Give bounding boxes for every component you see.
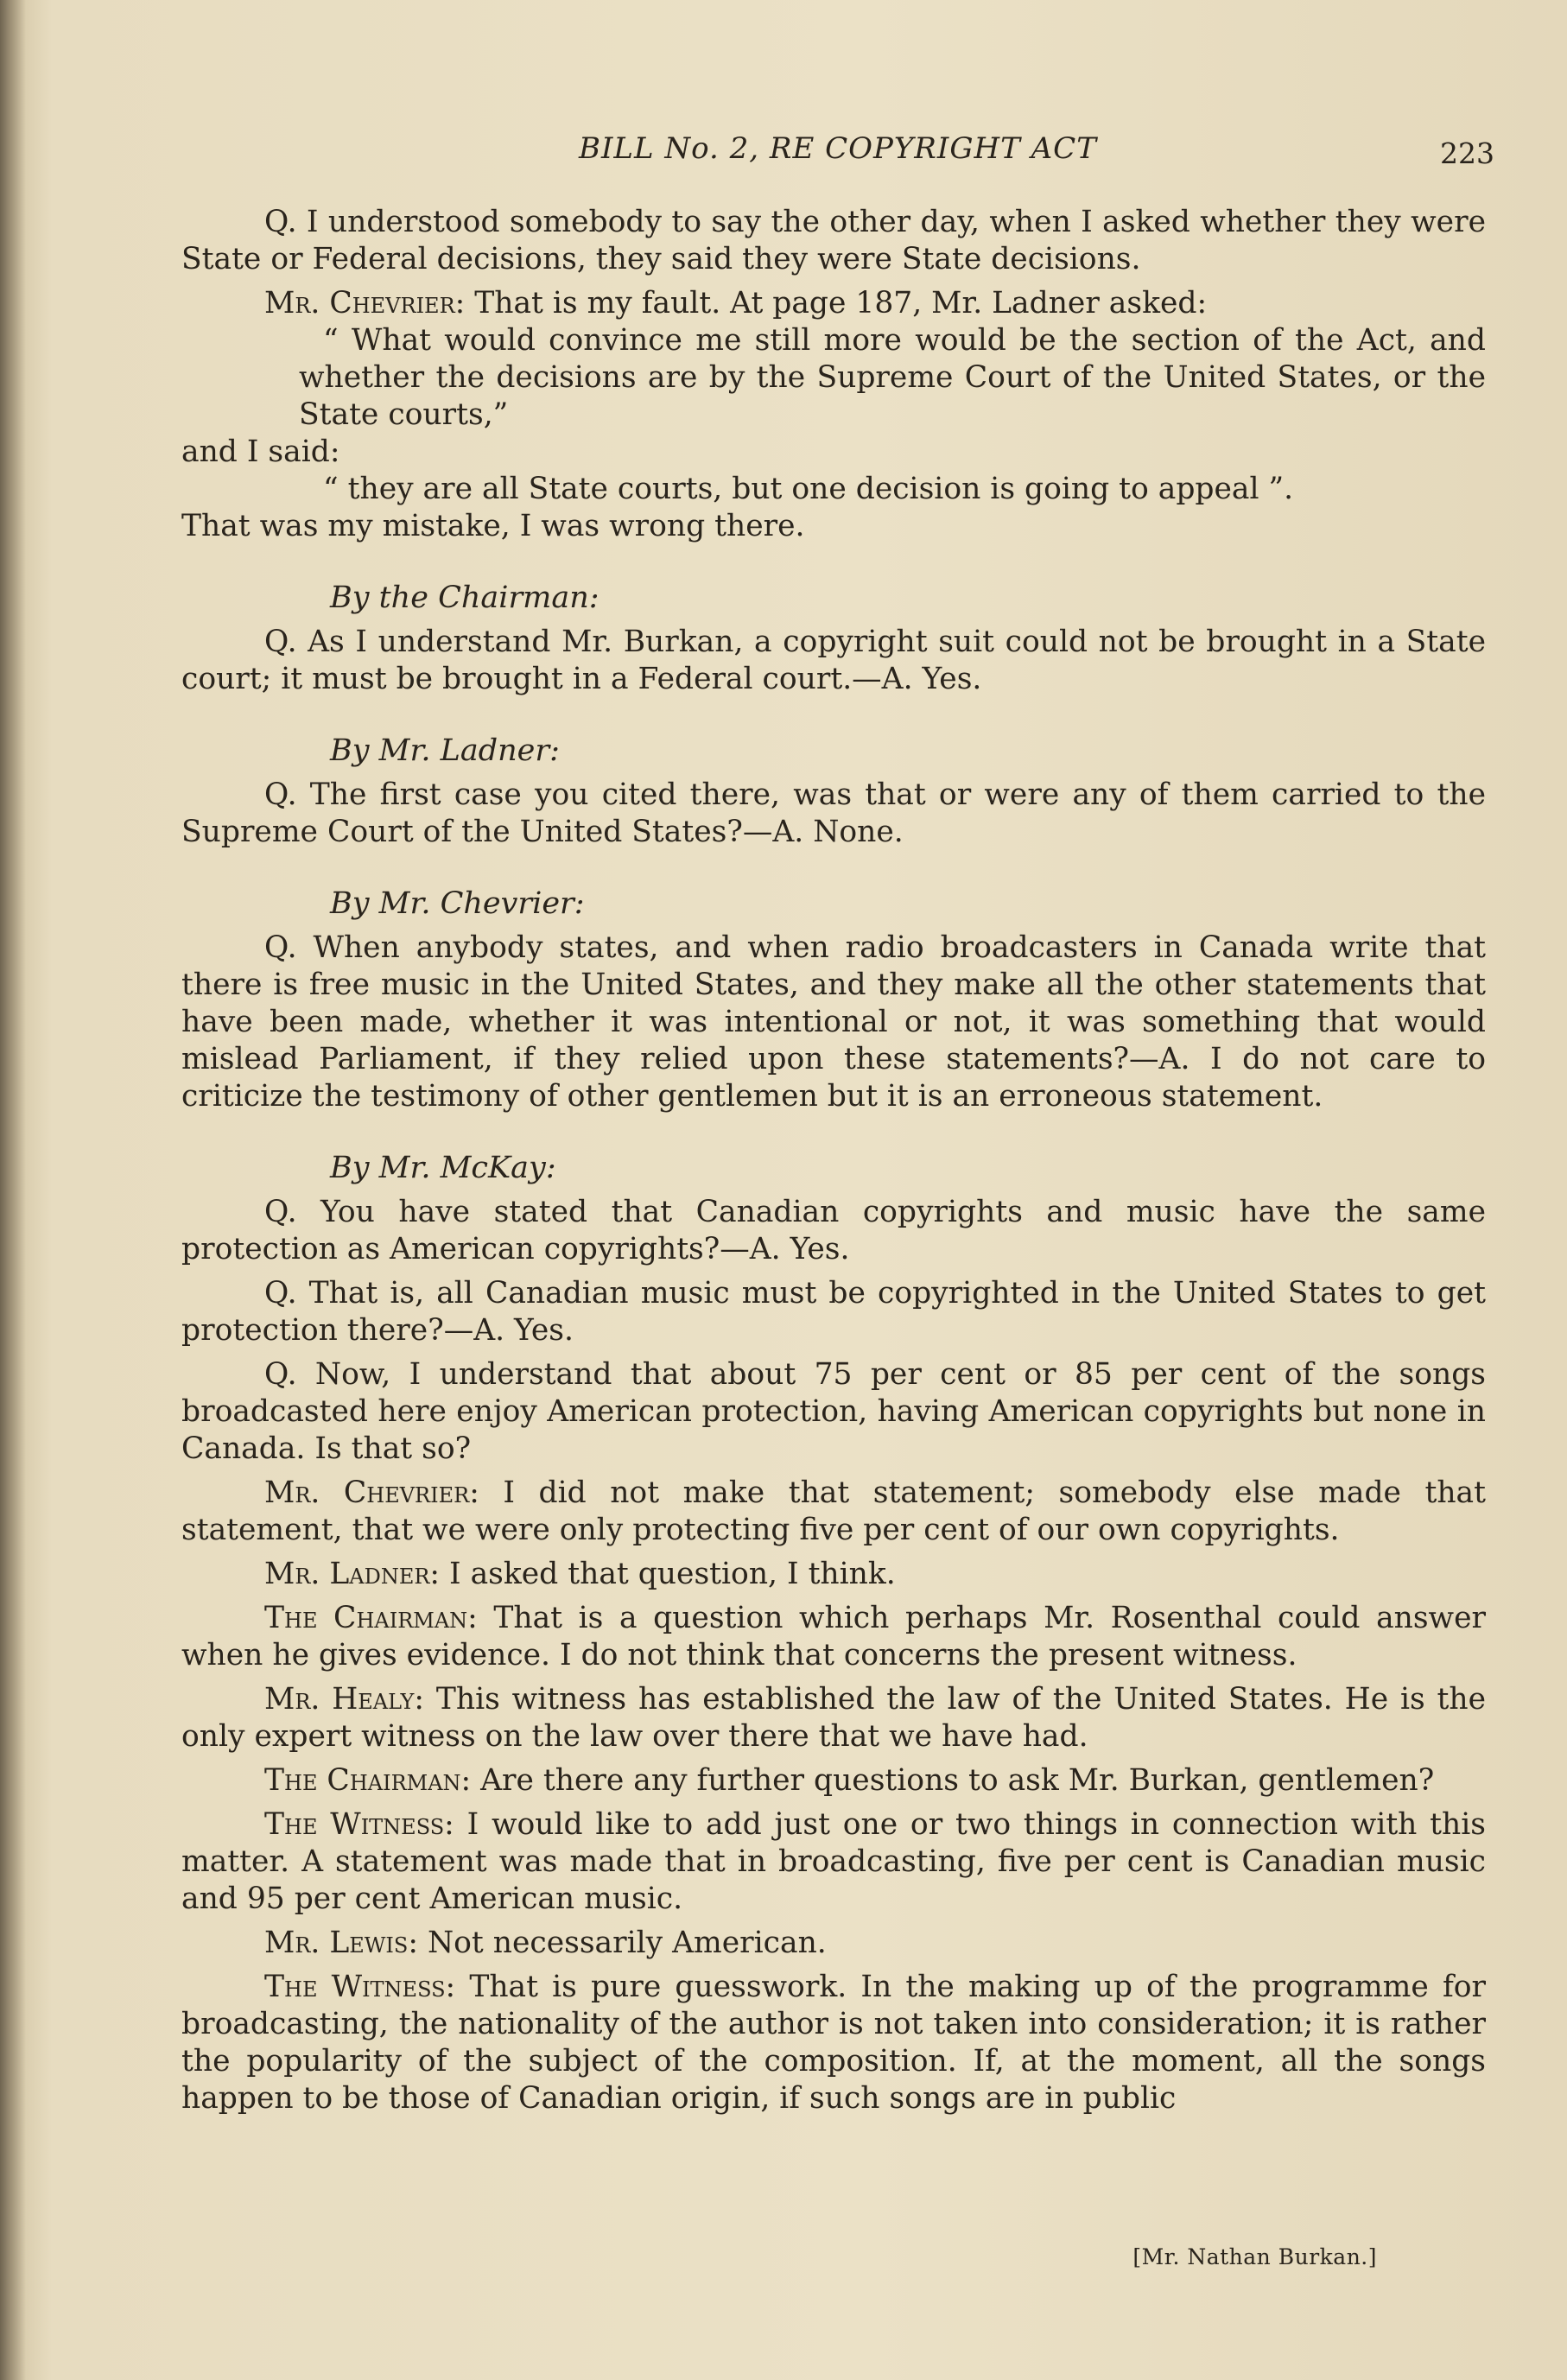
paragraph <box>181 1762 1486 1799</box>
paragraph <box>181 1194 1486 1268</box>
paragraph <box>181 1681 1486 1755</box>
paragraph <box>181 285 1486 322</box>
running-head: BILL No. 2, RE COPYRIGHT ACT <box>579 131 1097 166</box>
paragraph-text: : I asked that question, I think. <box>429 1557 896 1591</box>
paragraph <box>181 434 1486 471</box>
body-text <box>181 197 1486 2117</box>
paragraph-text: : Are there any further questions to ask Mr. Burkan, gentlemen? <box>460 1763 1435 1798</box>
paragraph-text: Q. Now, I understand that about 75 per cent or 85 per cent of the songs broadcasted here enjoy American protection, having American copyrights but none in Canada. Is that so? <box>181 1357 1486 1466</box>
paragraph-text: “ they are all State courts, but one decision is going to appeal ”. <box>323 472 1294 506</box>
speaker-name: Mr. Ladner <box>264 1557 430 1591</box>
paragraph-text: That was my mistake, I was wrong there. <box>181 509 805 543</box>
paragraph <box>181 624 1486 698</box>
page-number: 223 <box>1440 136 1494 170</box>
quoted-passage <box>299 322 1486 434</box>
paragraph <box>181 1275 1486 1349</box>
paragraph-text: : Not necessarily American. <box>408 1926 827 1960</box>
speaker-name: The Chairman <box>264 1763 461 1798</box>
paragraph <box>181 930 1486 1115</box>
paragraph-text: Q. That is, all Canadian music must be copyrighted in the United States to get protection there?—A. Yes. <box>181 1276 1486 1348</box>
paragraph <box>181 1600 1486 1674</box>
speaker-name: The Witness <box>264 1807 445 1842</box>
section-subhead: By Mr. Ladner: <box>330 733 560 768</box>
paragraph <box>181 1475 1486 1549</box>
speaker-name: Mr. Chevrier <box>264 1476 470 1510</box>
paragraph <box>181 1925 1486 1962</box>
section-subhead: By the Chairman: <box>330 581 600 615</box>
paragraph-text: : I would like to add just one or two things in connection with this matter. A statement was made that in broadcasting, five per cent is Canadian music and 95 per cent American music. <box>181 1807 1487 1916</box>
page-binding-shadow <box>0 0 26 2380</box>
paragraph-text: Q. As I understand Mr. Burkan, a copyright suit could not be brought in a State court; it must be brought in a Federal court.—A. Yes. <box>181 625 1486 696</box>
paragraph <box>181 1806 1486 1918</box>
page-header <box>181 130 1494 181</box>
paragraph-text: “ What would convince me still more would be the section of the Act, and whether the decisions are by the Supreme Court of the United States, or the State courts,” <box>299 323 1486 432</box>
paragraph <box>181 204 1486 278</box>
speaker-name: The Witness <box>264 1970 446 2004</box>
paragraph <box>181 1356 1486 1468</box>
speaker-name: Mr. Lewis <box>264 1926 409 1960</box>
paragraph-text: and I said: <box>181 435 340 469</box>
speaker-name: Mr. Healy <box>264 1682 415 1717</box>
paragraph-text: : I did not make that statement; somebody else made that statement, that we were only protecting five per cent of our own copyrights. <box>181 1476 1486 1547</box>
paragraph-text: Q. The first case you cited there, was that or were any of them carried to the Supreme Court of the United States?—A. None. <box>181 777 1486 849</box>
paragraph-text: : That is a question which perhaps Mr. Rosenthal could answer when he gives evidence. I do not think that concerns the present witness. <box>181 1601 1486 1672</box>
paragraph-text: : That is my fault. At page 187, Mr. Ladner asked: <box>454 286 1208 321</box>
paragraph-text: Q. You have stated that Canadian copyrights and music have the same protection as American copyrights?—A. Yes. <box>181 1195 1486 1266</box>
speaker-attribution: [Mr. Nathan Burkan.] <box>1132 2244 1377 2269</box>
paragraph <box>181 1556 1486 1593</box>
section-subhead: By Mr. McKay: <box>330 1151 556 1185</box>
quoted-passage <box>299 471 1486 508</box>
paragraph <box>181 508 1486 545</box>
paragraph <box>181 1969 1486 2117</box>
paragraph-text: : That is pure guesswork. In the making up of the programme for broadcasting, the nationality of the author is not taken into consideration; it is rather the popularity of the subject of the composition. If, at the moment, all the songs happen to be those of Canadian origin, if such songs are in public <box>181 1970 1486 2116</box>
speaker-name: Mr. Chevrier <box>264 286 455 321</box>
paragraph <box>181 777 1486 851</box>
speaker-name: The Chairman <box>264 1601 468 1635</box>
paragraph-text: Q. When anybody states, and when radio broadcasters in Canada write that there is free music in the United States, and they make all the other statements that have been made, whether it was intentional or not, it was something that would mislead Parliament, if they relied upon these statements?—A. I do not care to criticize the testimony of other gentlemen but it is an erroneous statement. <box>181 930 1486 1114</box>
section-subhead: By Mr. Chevrier: <box>330 886 585 921</box>
paragraph-text: Q. I understood somebody to say the other day, when I asked whether they were State or Federal decisions, they said they were State decisions. <box>181 205 1486 276</box>
paragraph-text: : This witness has established the law of the United States. He is the only expert witness on the law over there that we have had. <box>181 1682 1487 1754</box>
